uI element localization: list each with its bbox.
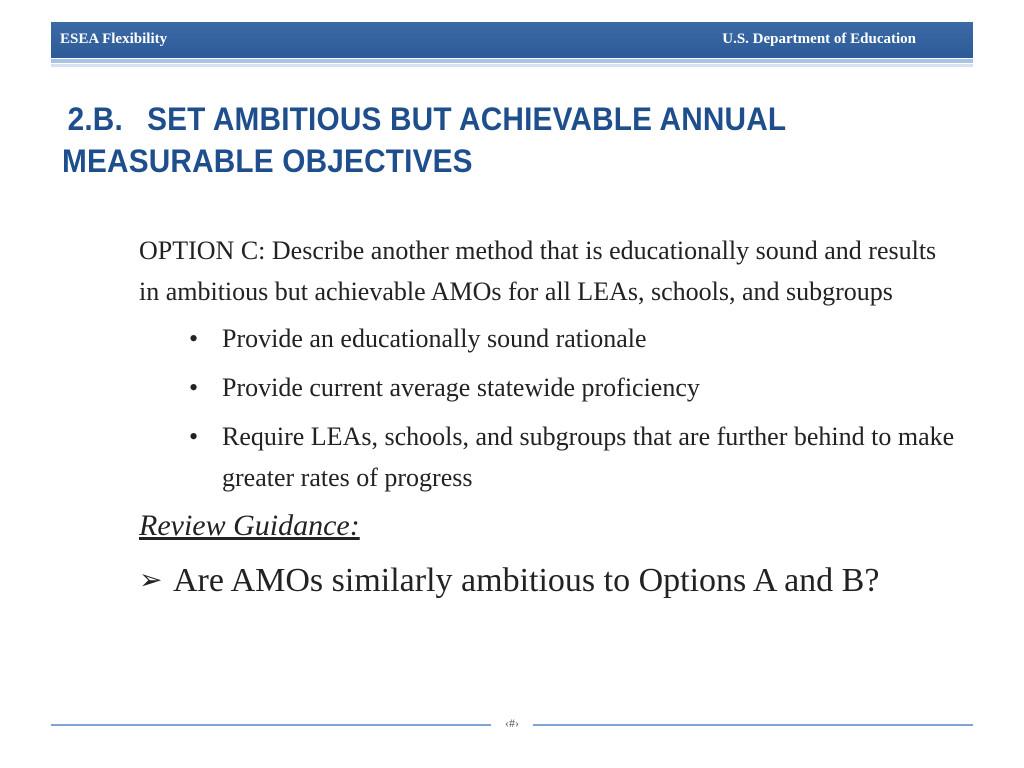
page-number: ‹#›: [505, 716, 519, 730]
arrow-bullet-icon: ➢: [139, 563, 163, 596]
list-item: [139, 416, 969, 498]
bullet-list: [139, 318, 969, 498]
slide-title-number: 2.B.: [67, 101, 123, 137]
review-guidance-label: Review Guidance:: [139, 509, 360, 542]
header-accent-line: [51, 59, 973, 63]
review-question: [139, 558, 969, 603]
footer-line-left: [51, 724, 491, 726]
header-right-label: U.S. Department of Education: [722, 31, 916, 47]
bullet-dot-icon: •: [189, 422, 199, 451]
header-left-label: ESEA Flexibility: [60, 31, 168, 47]
list-item: [139, 367, 969, 408]
slide-body: [139, 230, 969, 603]
review-question-text: Are AMOs similarly ambitious to Options A and B?: [173, 562, 880, 599]
bullet-text: Provide current average statewide proficiency: [222, 373, 700, 402]
option-c-description: OPTION C: Describe another method that is educationally sound and results in ambitious but achievable AMOs for all LEAs, schools, and subgroups: [139, 236, 937, 306]
bullet-text: Provide an educationally sound rationale: [222, 324, 647, 353]
slide-title: [62, 98, 899, 182]
bullet-dot-icon: •: [189, 373, 199, 402]
list-item: [139, 318, 969, 359]
header-accent-line-light: [51, 64, 973, 67]
bullet-dot-icon: •: [189, 324, 199, 353]
footer-line-right: [533, 724, 973, 726]
slide-title-text: SET AMBITIOUS BUT ACHIEVABLE ANNUAL MEASURABLE OBJECTIVES: [62, 101, 786, 179]
bullet-text: Require LEAs, schools, and subgroups that are further behind to make greater rates of progress: [222, 422, 955, 492]
